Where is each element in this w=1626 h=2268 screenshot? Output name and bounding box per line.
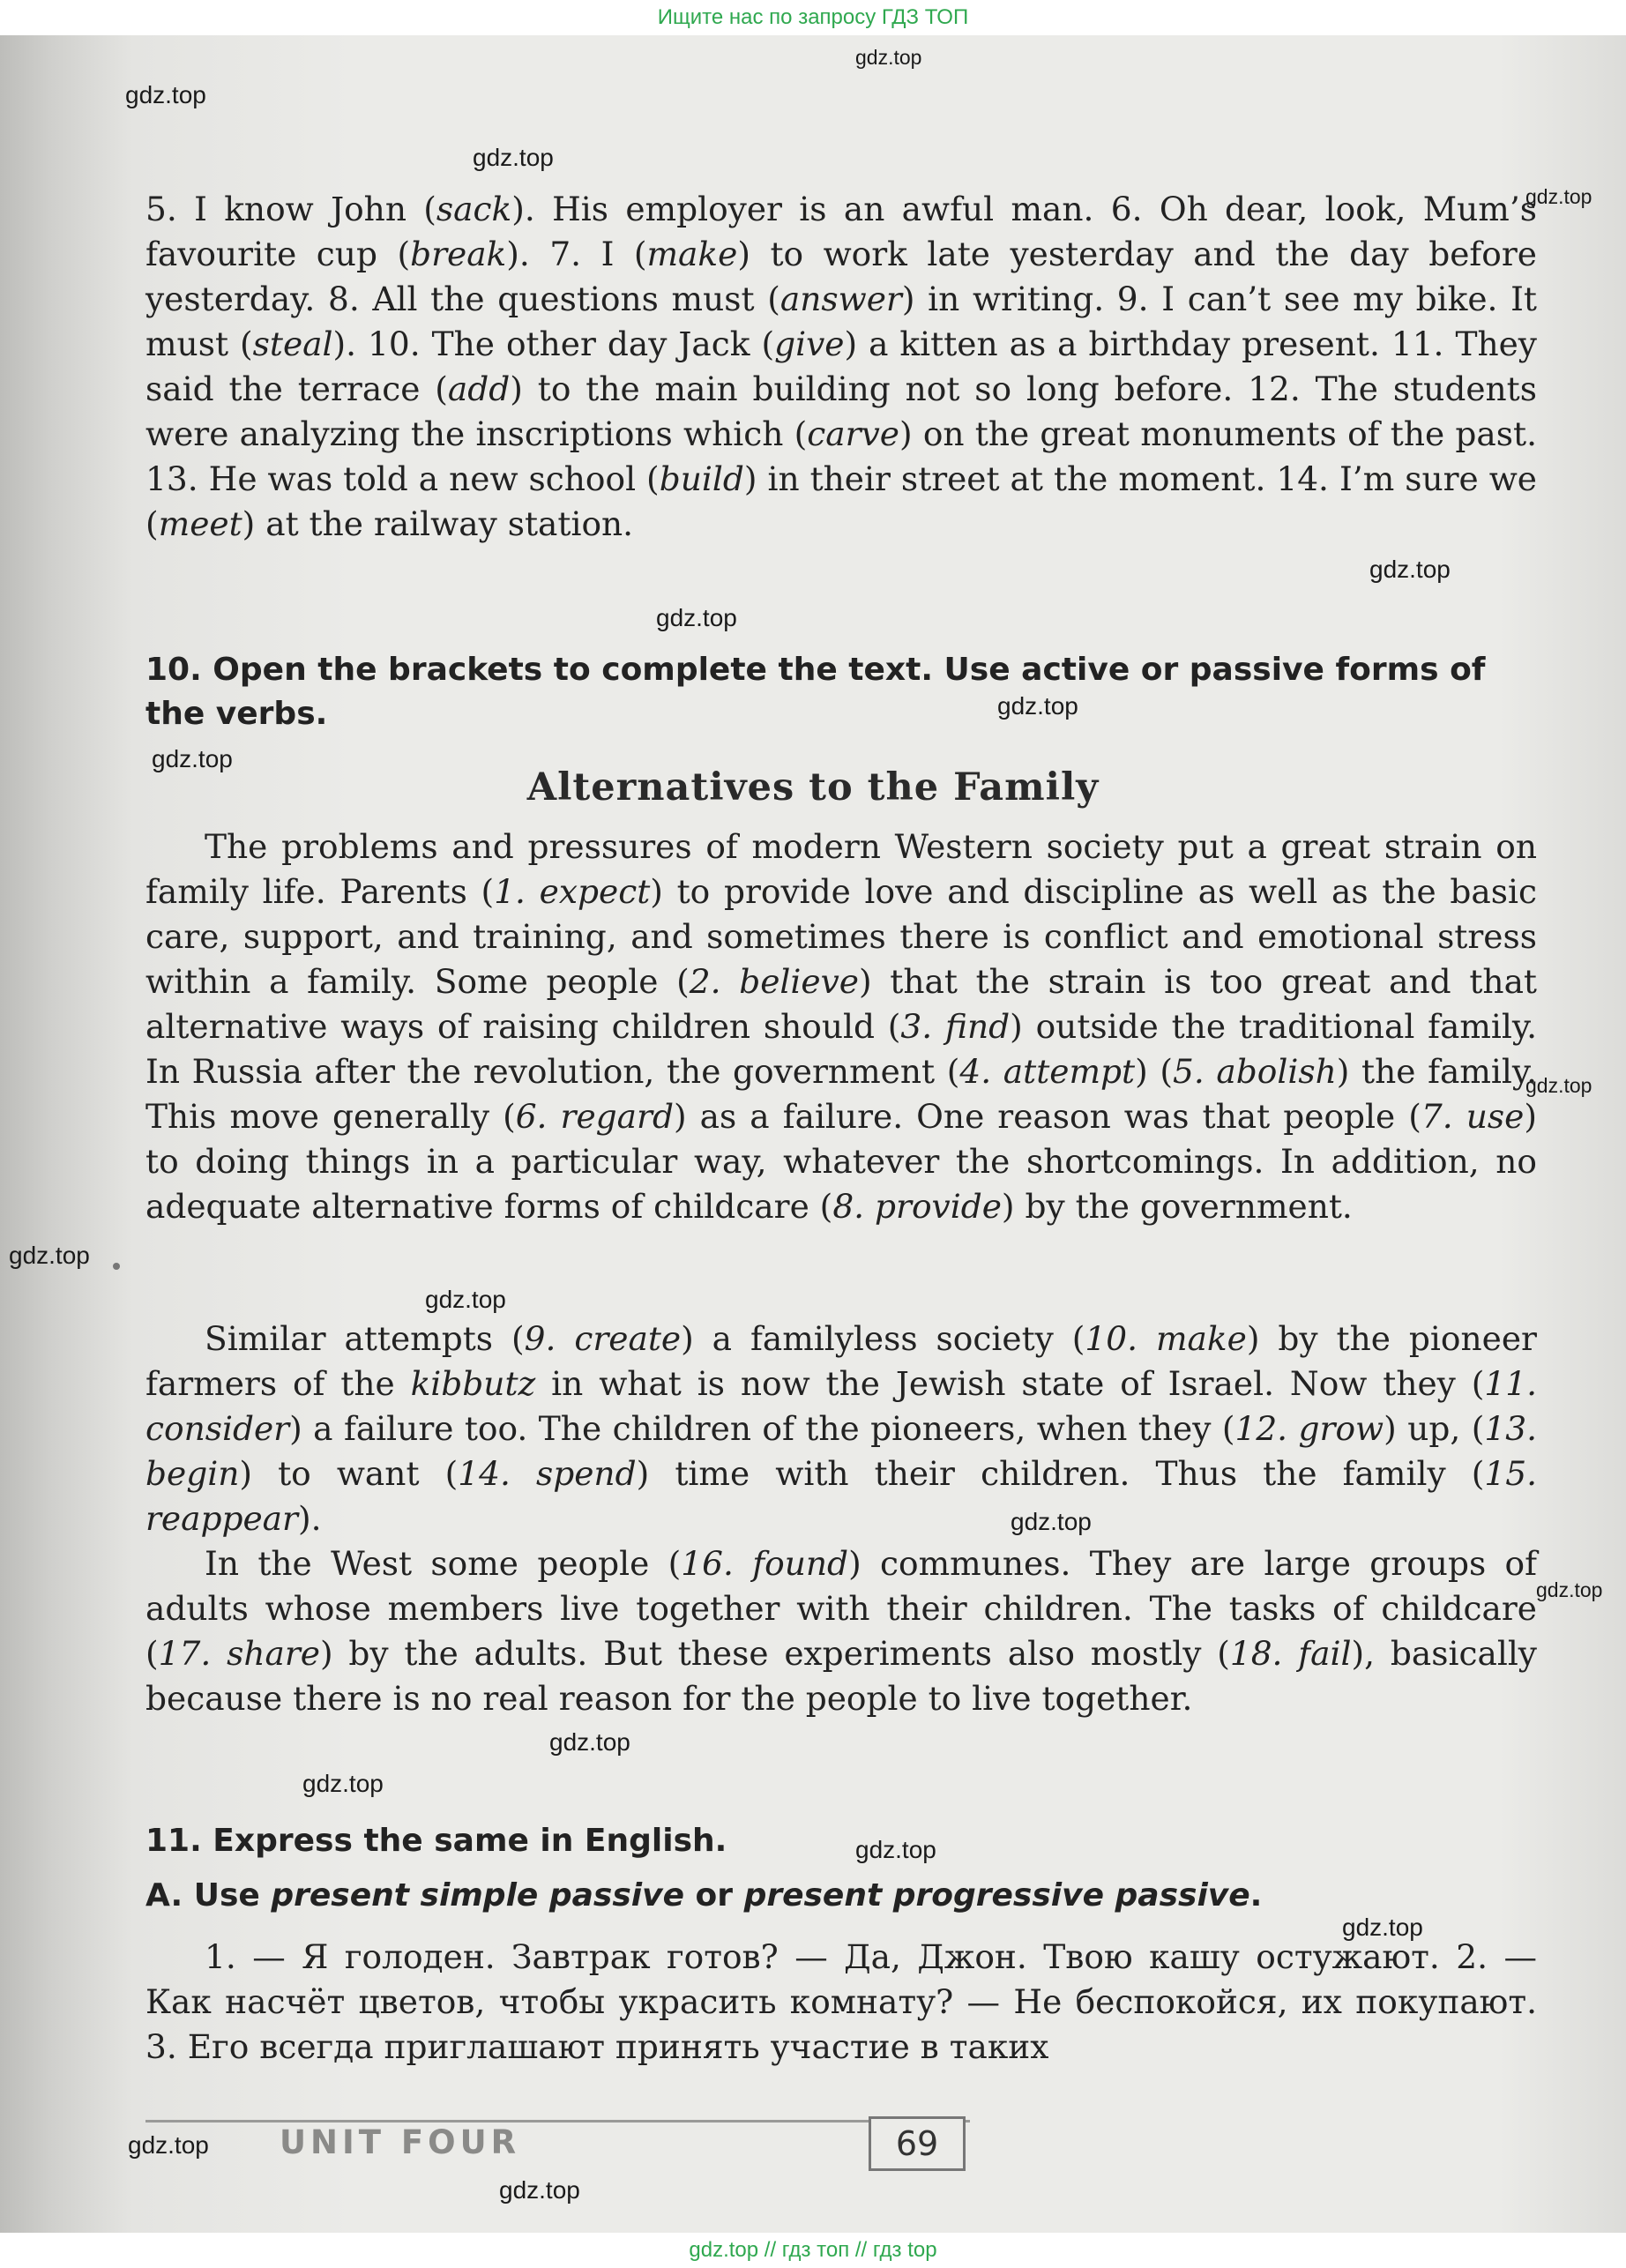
watermark: gdz.top (997, 692, 1078, 720)
unit-label: UNIT FOUR (280, 2123, 521, 2161)
watermark: gdz.top (1011, 1508, 1092, 1535)
watermark: gdz.top (549, 1728, 630, 1756)
watermark: gdz.top (1536, 1578, 1603, 1601)
watermark: gdz.top (855, 1836, 936, 1863)
watermark: gdz.top (302, 1770, 384, 1797)
bottom-banner[interactable]: gdz.top // гдз топ // гдз top (0, 2233, 1626, 2268)
paragraph-3: In the West some people (16. found) communes. They are large groups of adults whose members live together with their children. The tasks of childcare (17. share) by the adults. But these experiments also mostly (18. fail), basically because there is no real reason for the people to live together. (145, 1544, 1538, 1718)
text-title: Alternatives to the Family (526, 765, 1100, 809)
exercise-11-subheading: A. Use present simple passive or present progressive passive. (145, 1877, 1263, 1914)
page-number: 69 (869, 2116, 966, 2171)
paragraph-2: Similar attempts (9. create) a familyless society (10. make) by the pioneer farmers of the kibbutz in what is now the Jewish state of Israel. Now they (11. consider) a failure too. The children of the pioneers, when they (12. grow) up, (13. begin) to want (14. spend) time with their children. Thus the family (15. reappear). (145, 1319, 1538, 1538)
footer-rule (145, 2120, 970, 2123)
exercise-11-heading: 11. Express the same in English. (145, 1823, 727, 1859)
exercise-10-heading: 10. Open the brackets to complete the text. Use active or passive forms of the verbs. (145, 652, 1486, 732)
watermark: gdz.top (1369, 556, 1451, 583)
watermark: gdz.top (425, 1286, 506, 1313)
watermark: gdz.top (152, 745, 233, 772)
watermark: gdz.top (499, 2176, 580, 2204)
watermark: gdz.top (855, 46, 922, 69)
watermark: gdz.top (473, 144, 554, 171)
top-banner[interactable]: Ищите нас по запросу ГДЗ ТОП (0, 0, 1626, 35)
page-mark (113, 1263, 120, 1270)
paragraph-1: The problems and pressures of modern Western society put a great strain on family life. Parents (1. expect) to provide love and discipline as well as the basic care, support, and training, and sometimes there is conflict and emotional stress within a family. Some people (2. believe) that the strain is too great and that alternative ways of raising children should (3. find) outside the traditional family. In Russia after the revolution, the government (4. attempt) (5. abolish) the family. This move generally (6. regard) as a failure. One reason was that people (7. use) to doing things in a particular way, whatever the shortcomings. In addition, no adequate alternative forms of childcare (8. provide) by the government. (145, 827, 1538, 1226)
exercise-11-text: 1. — Я голоден. Завтрак готов? — Да, Джон. Твою кашу остужают. 2. — Как насчёт цветов, чтобы украсить комнату? — Не беспокойся, их покупают. 3. Его всегда приглашают принять участие в таких (145, 1937, 1537, 2066)
watermark: gdz.top (1525, 1074, 1592, 1097)
watermark: gdz.top (9, 1242, 90, 1269)
watermark: gdz.top (125, 81, 206, 108)
exercise-9-continuation: 5. I know John (sack). His employer is an awful man. 6. Oh dear, look, Mum’s favourite cup (break). 7. I (make) to work late yesterday and the day before yesterday. 8. All the questions must (answer) in writing. 9. I can’t see my bike. It must (steal). 10. The other day Jack (give) a kitten as a birthday present. 11. They said the terrace (add) to the main building not so long before. 12. The students were analyzing the inscriptions which (carve) on the great monuments of the past. 13. He was told a new school (build) in their street at the moment. 14. I’m sure we (meet) at the railway station. (145, 190, 1538, 543)
watermark: gdz.top (1342, 1914, 1423, 1941)
watermark: gdz.top (1525, 185, 1592, 208)
watermark: gdz.top (656, 604, 737, 631)
watermark: gdz.top (128, 2131, 209, 2159)
